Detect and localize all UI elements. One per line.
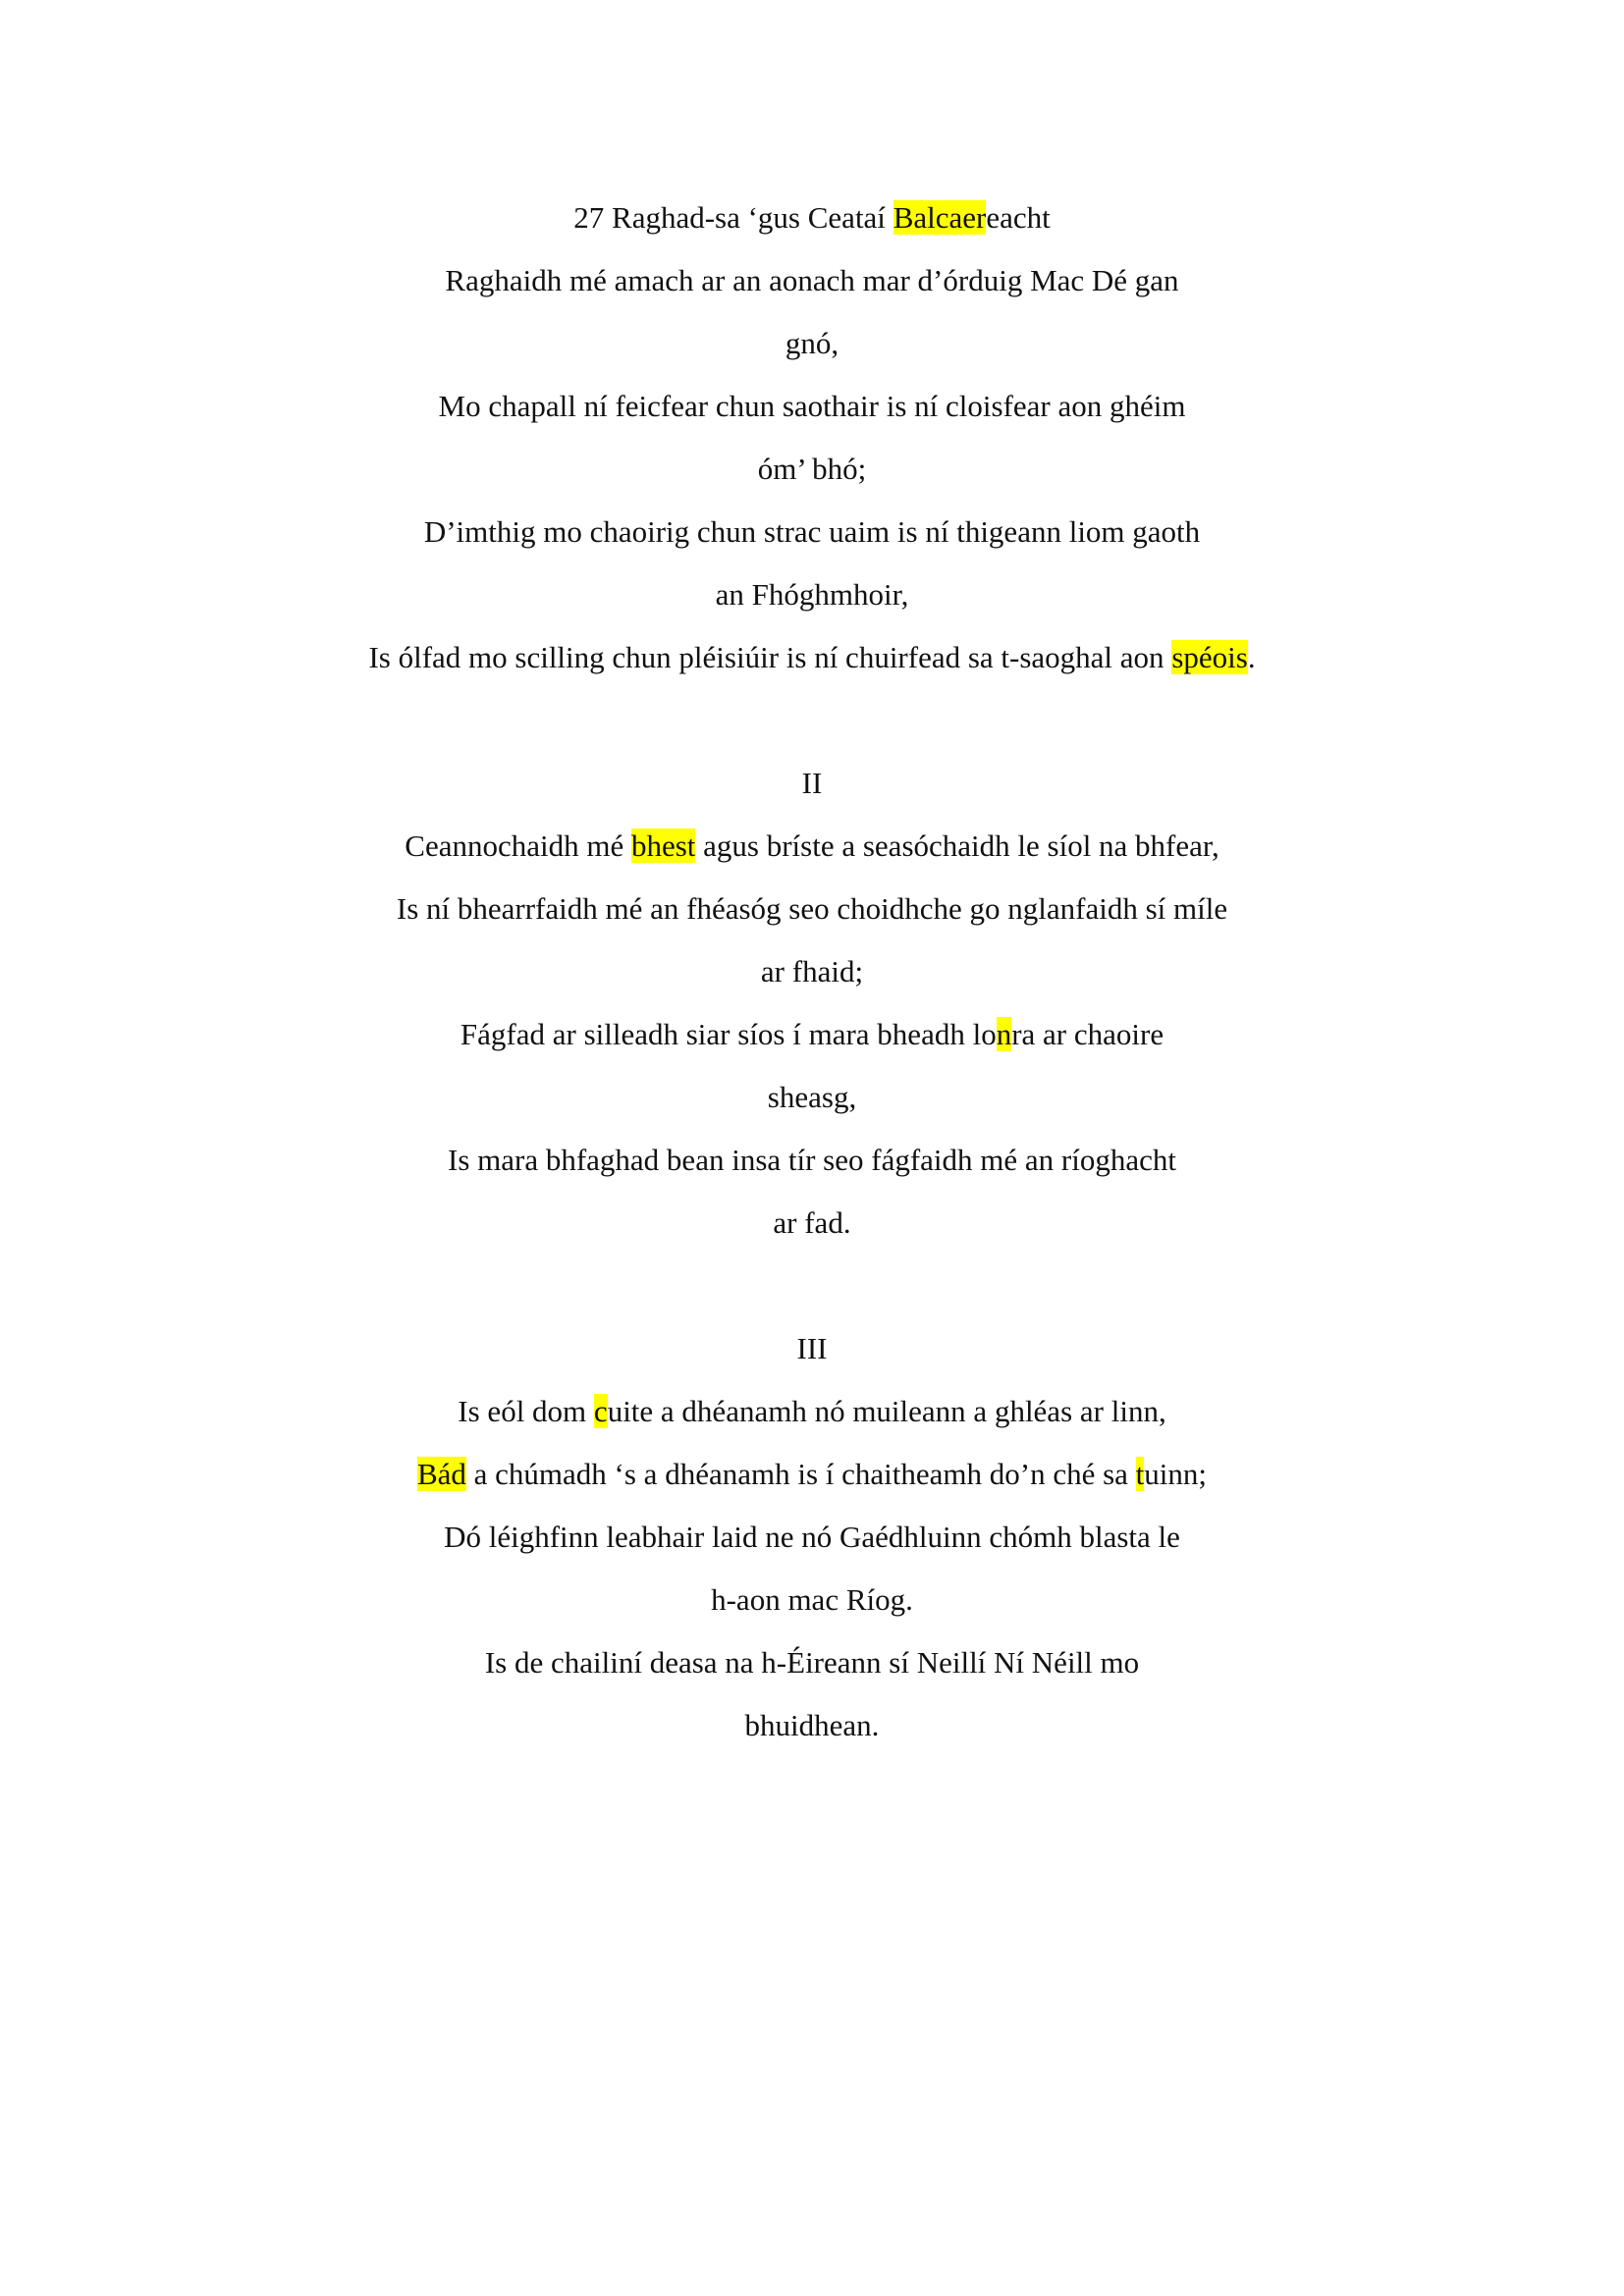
verse-line: Raghaidh mé amach ar an aonach mar d’órduig Mac Dé gan [445, 263, 1179, 297]
verse-line [0, 1455, 1624, 1494]
verse-line: h-aon mac Ríog. [711, 1582, 913, 1617]
verse-line [0, 1015, 1624, 1054]
verse-line: gnó, [785, 326, 839, 360]
verse-text-end: uinn; [1144, 1457, 1208, 1491]
verse-line: Is ní bhearrfaidh mé an fhéasóg seo choidhche go nglanfaidh sí míle [396, 891, 1228, 926]
verse-line: ar fad. [773, 1205, 851, 1240]
title-text: 27 Raghad-sa ‘gus Ceataí [573, 200, 893, 235]
title-text-end: eacht [986, 200, 1051, 235]
verse-line [0, 638, 1624, 677]
verse-text-end: ra ar chaoire [1011, 1017, 1164, 1051]
verse-text-end: uite a dhéanamh nó muileann a ghléas ar linn, [607, 1394, 1166, 1428]
stanza-heading: III [796, 1331, 828, 1365]
highlighted-word: Bád [416, 1457, 466, 1491]
verse-line: óm’ bhó; [757, 452, 867, 486]
verse-line: D’imthig mo chaoirig chun strac uaim is ní thigeann liom gaoth [423, 514, 1201, 549]
verse-text-end: . [1247, 640, 1256, 674]
verse-line: Dó léighfinn leabhair laid ne nó Gaédhluinn chómh blasta le [444, 1520, 1180, 1554]
verse-line: ar fhaid; [760, 954, 864, 988]
stanza-heading: II [801, 766, 823, 800]
verse-text: Is eól dom [458, 1394, 594, 1428]
poem-title [0, 198, 1624, 238]
verse-line [0, 827, 1624, 866]
verse-text: Fágfad ar silleadh siar síos í mara bheadh lo [460, 1017, 997, 1051]
verse-line: sheasg, [767, 1080, 857, 1114]
highlighted-letter: t [1135, 1457, 1145, 1491]
verse-text: Ceannochaidh mé [405, 828, 631, 863]
highlighted-word: Balcaer [893, 200, 987, 235]
highlighted-letter: c [593, 1394, 608, 1428]
verse-line: Is mara bhfaghad bean insa tír seo fágfaidh mé an ríoghacht [448, 1143, 1176, 1177]
verse-text: Is ólfad mo scilling chun pléisiúir is ní chuirfead sa t-saoghal aon [368, 640, 1172, 674]
verse-text-end: agus bríste a seasóchaidh le síol na bhfear, [695, 828, 1219, 863]
verse-line: bhuidhean. [744, 1708, 880, 1742]
highlighted-letter: n [996, 1017, 1012, 1051]
verse-text: a chúmadh ‘s a dhéanamh is í chaitheamh do’n ché sa [465, 1457, 1136, 1491]
highlighted-word: spéois [1171, 640, 1248, 674]
verse-line: Mo chapall ní feicfear chun saothair is ní cloisfear aon ghéim [438, 389, 1186, 423]
highlighted-word: bhest [630, 828, 696, 863]
verse-line [0, 1392, 1624, 1431]
verse-line: an Fhóghmhoir, [715, 577, 909, 612]
verse-line: Is de chailiní deasa na h-Éireann sí Neillí Ní Néill mo [484, 1645, 1140, 1680]
